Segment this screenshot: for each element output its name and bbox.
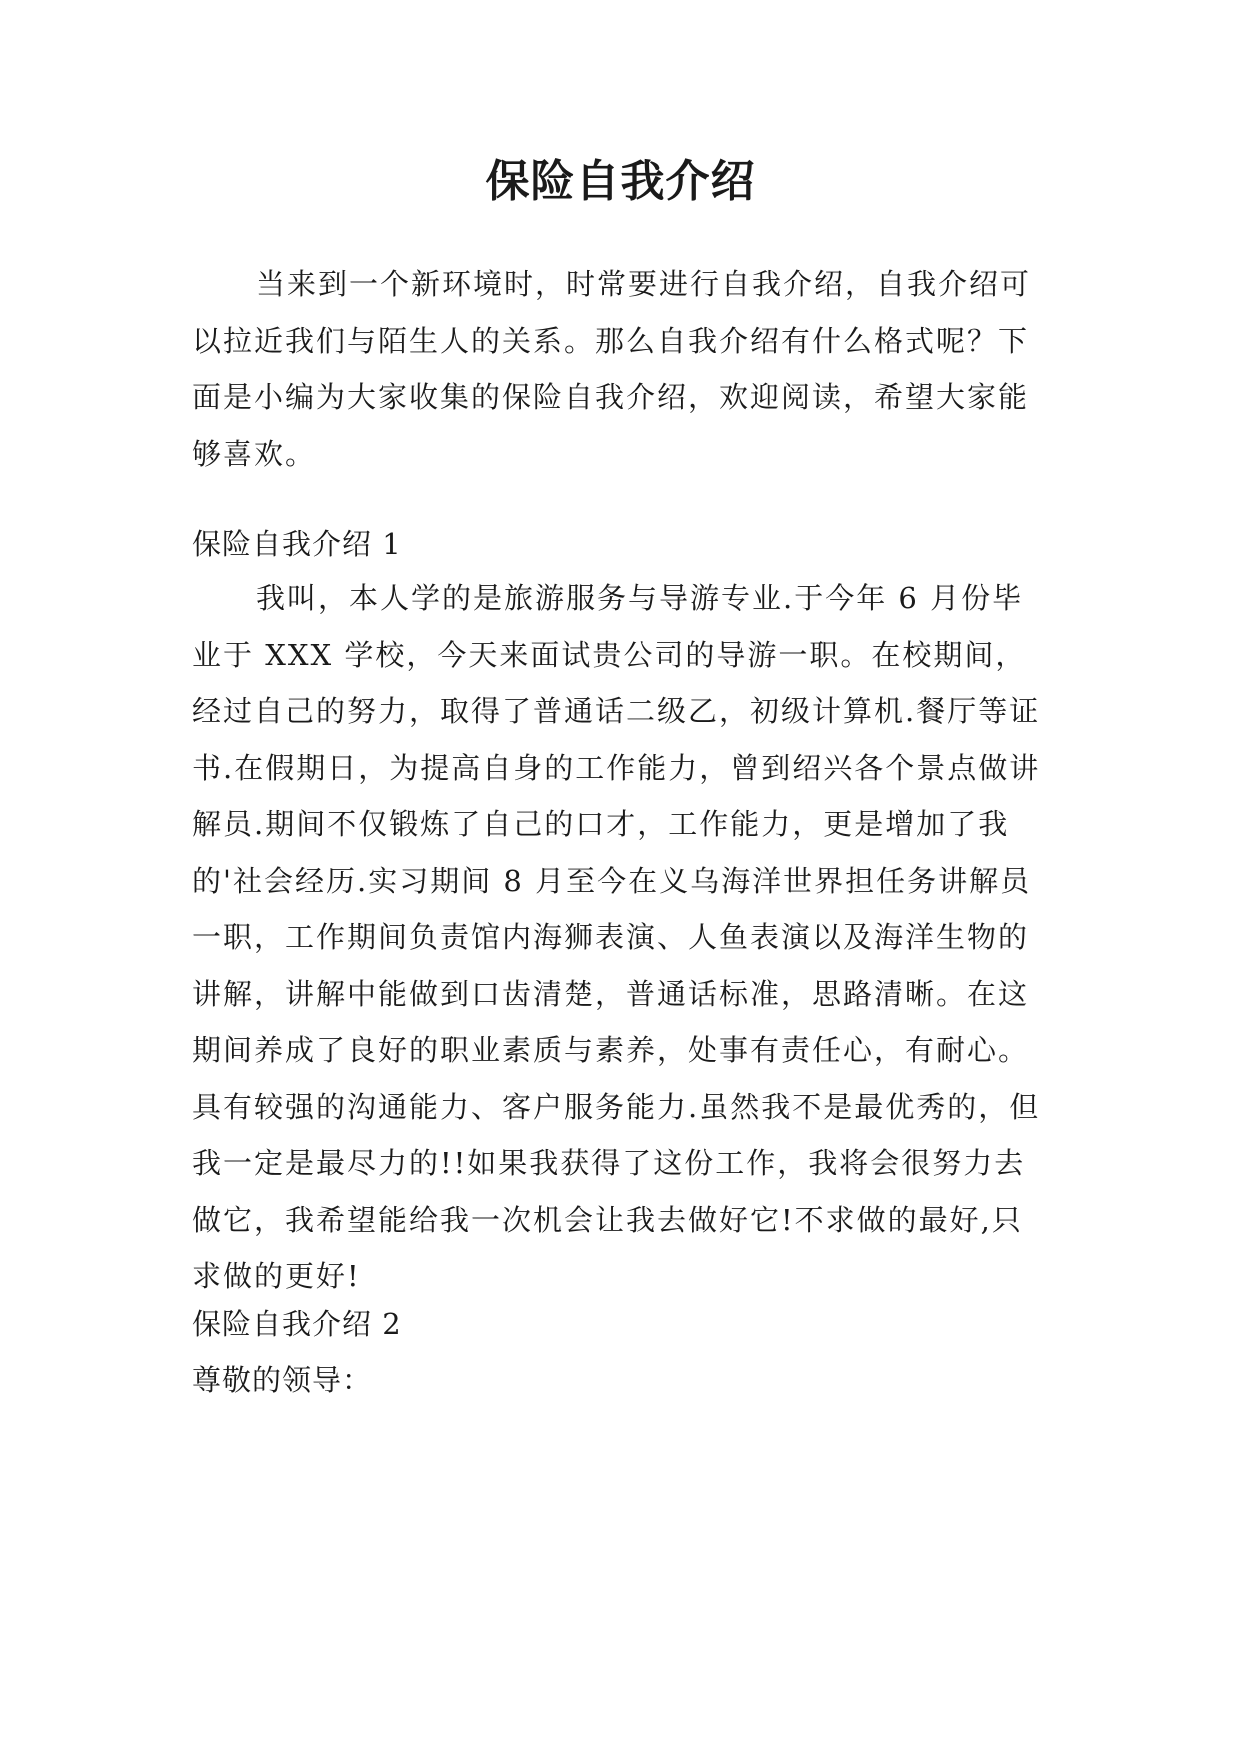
section-2-heading: 保险自我介绍 2 bbox=[192, 1307, 402, 1341]
intro-paragraph: 当来到一个新环境时，时常要进行自我介绍，自我介绍可以拉近我们与陌生人的关系。那么自我介绍有什么格式呢？下面是小编为大家收集的保险自我介绍，欢迎阅读，希望大家能够喜欢。 bbox=[192, 267, 1032, 471]
section-1-paragraph: 我叫，本人学的是旅游服务与导游专业.于今年 6 月份毕业于 XXX 学校，今天来面试贵公司的导游一职。在校期间，经过自己的努力，取得了普通话二级乙，初级计算机.餐厅等证书.在假期日，为提高自身的工作能力，曾到绍兴各个景点做讲解员.期间不仅锻炼了自己的口才，工作能力，更是增加了我的'社会经历.实习期间 8 月至今在义乌海洋世界担任务讲解员一职，工作期间负责馆内海狮表演、人鱼表演以及海洋生物的讲解，讲解中能做到口齿清楚，普通话标准，思路清晰。在这期间养成了良好的职业素质与素养，处事有责任心，有耐心。具有较强的沟通能力、客户服务能力.虽然我不是最优秀的，但我一定是最尽力的!!如果我获得了这份工作，我将会很努力去做它，我希望能给我一次机会让我去做好它!不求做的最好,只求做的更好! bbox=[192, 581, 1041, 1293]
section-1-heading: 保险自我介绍 1 bbox=[192, 527, 402, 561]
section-2-salutation: 尊敬的领导： bbox=[192, 1363, 373, 1397]
page-title: 保险自我介绍 bbox=[485, 156, 756, 207]
